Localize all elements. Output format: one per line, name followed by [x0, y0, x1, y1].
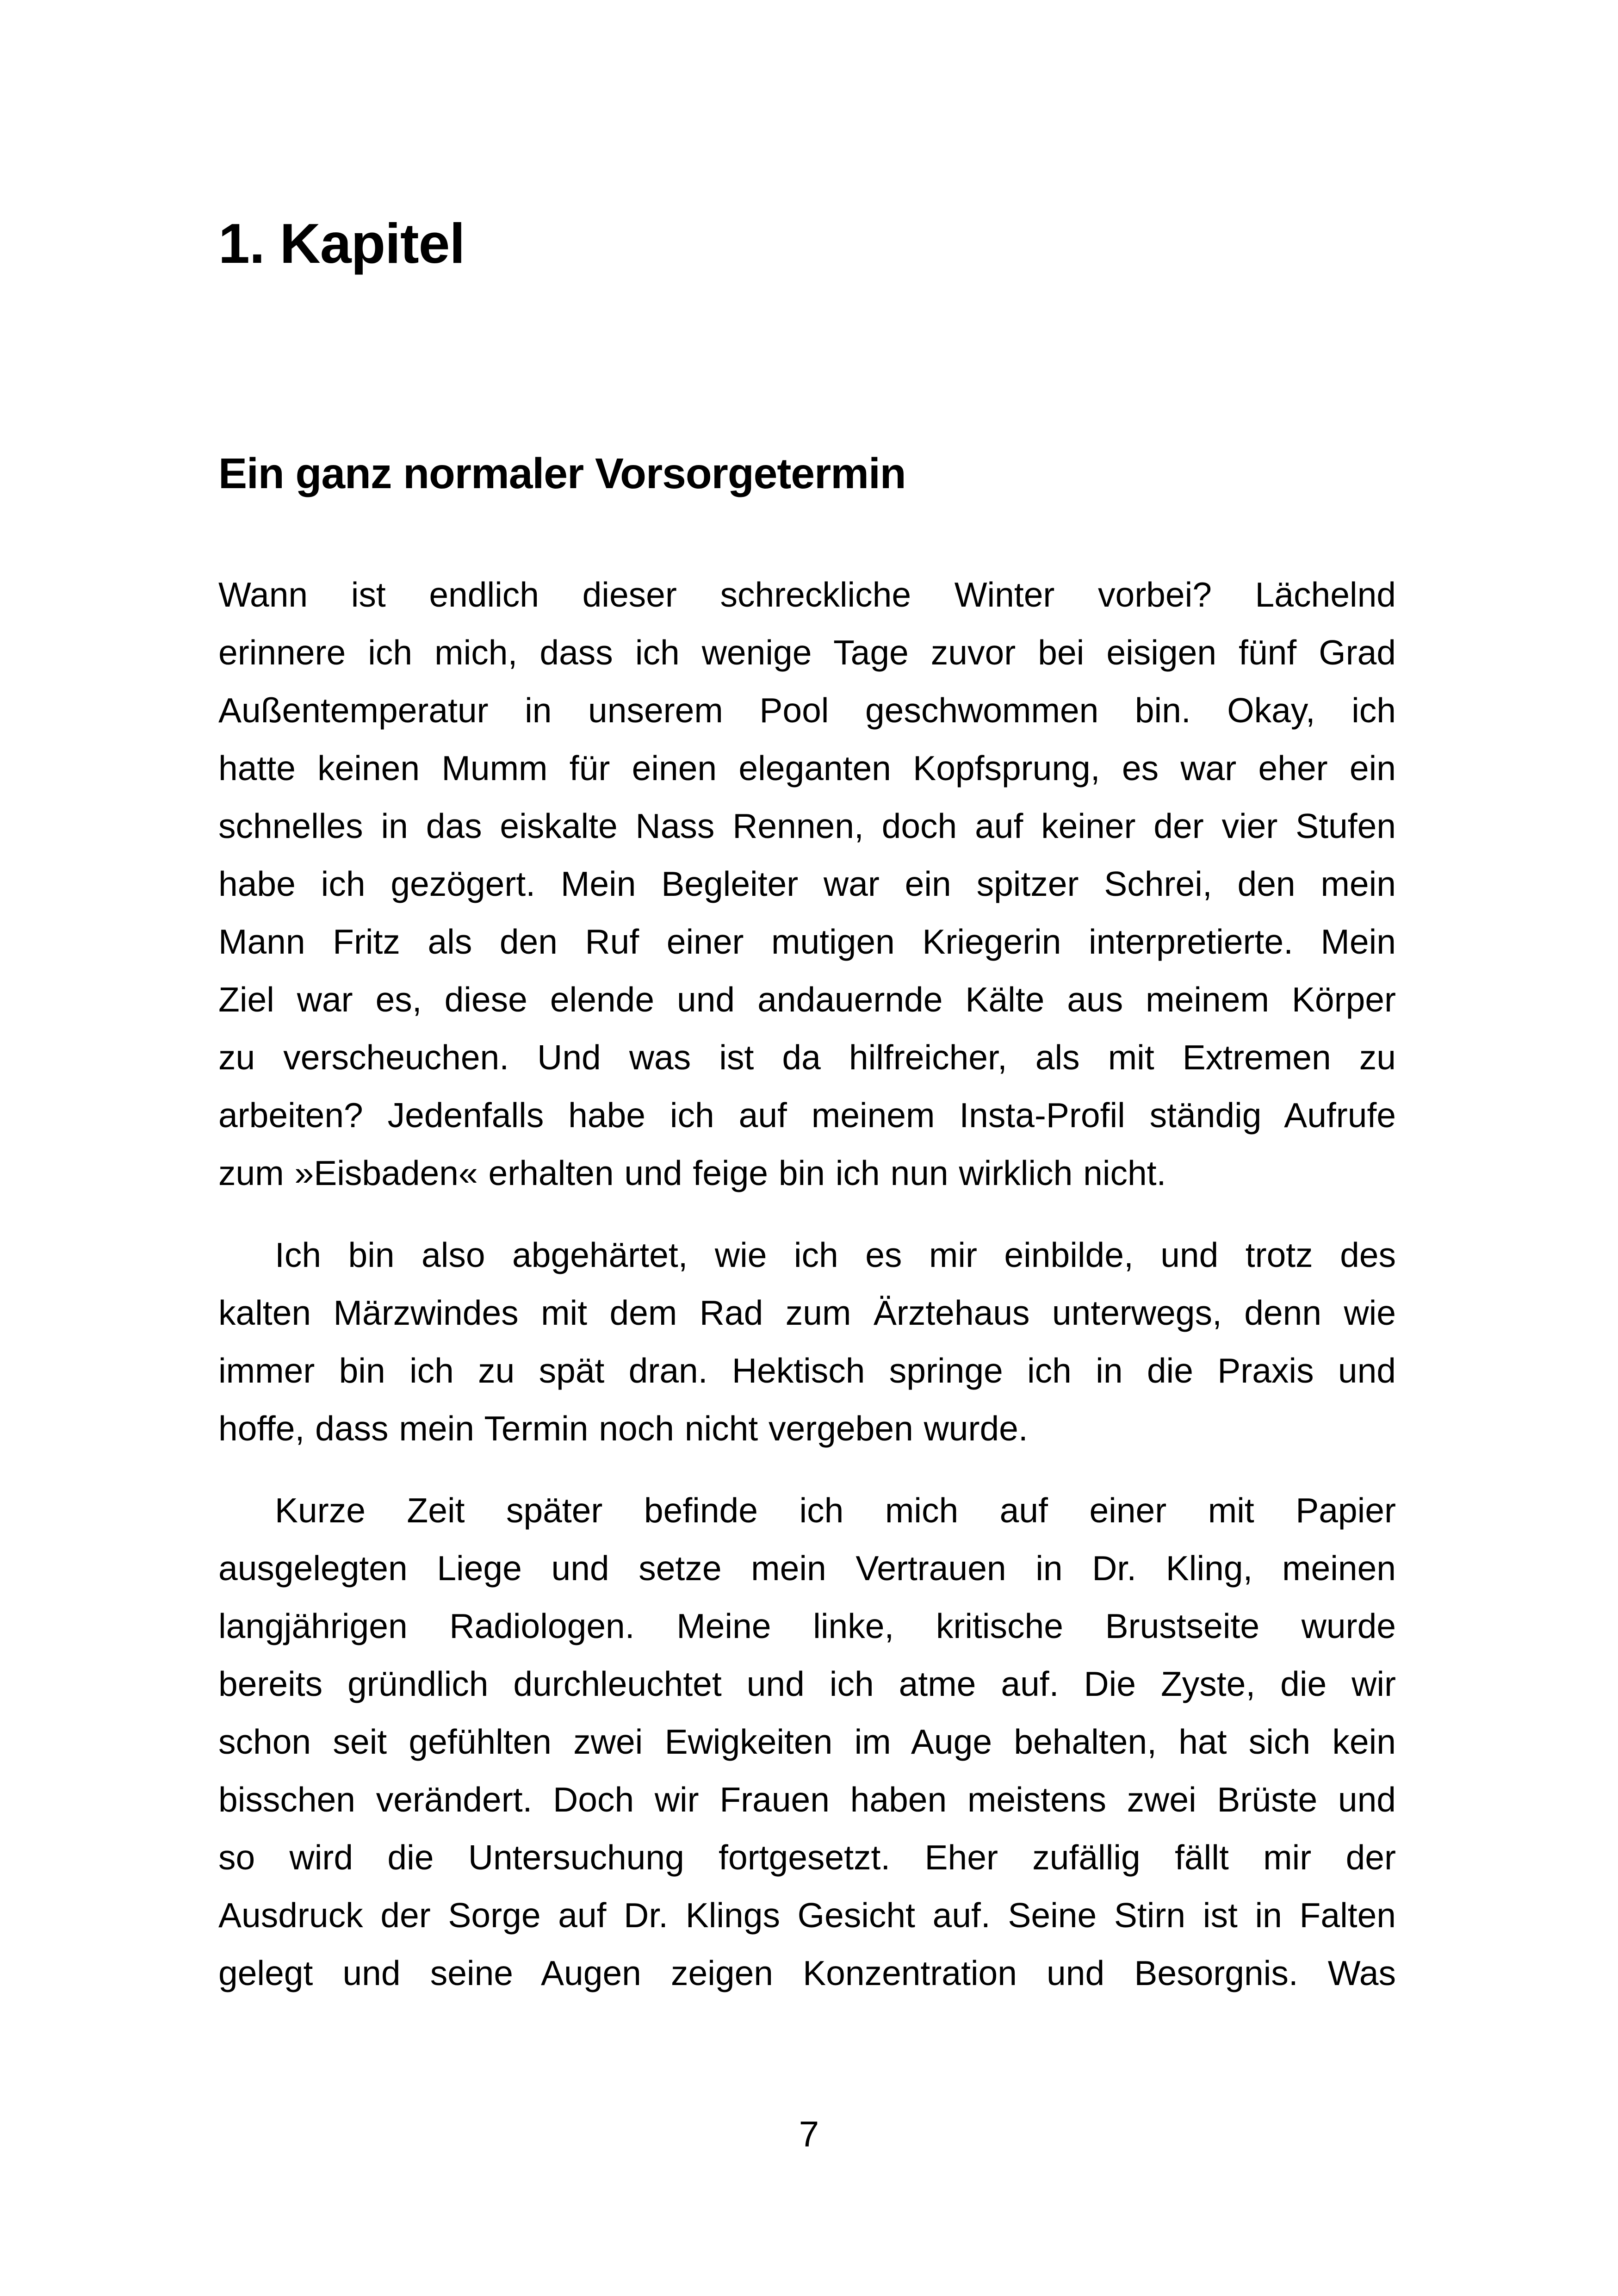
text-line: zu verscheuchen. Und was ist da hilfreicher, als mit Extremen zu	[218, 1038, 1396, 1077]
paragraph	[218, 1226, 1396, 1458]
text-line: schon seit gefühlten zwei Ewigkeiten im Auge behalten, hat sich kein	[218, 1722, 1396, 1761]
chapter-heading: 1. Kapitel	[218, 212, 465, 275]
text-line: Kurze Zeit später befinde ich mich auf einer mit Papier	[275, 1491, 1396, 1530]
text-line: Außentemperatur in unserem Pool geschwommen bin. Okay, ich	[218, 691, 1396, 730]
text-line: langjährigen Radiologen. Meine linke, kritische Brustseite wurde	[218, 1607, 1396, 1645]
text-line: Mann Fritz als den Ruf einer mutigen Kriegerin interpretierte. Mein	[218, 922, 1396, 961]
text-line: Ausdruck der Sorge auf Dr. Klings Gesicht auf. Seine Stirn ist in Falten	[218, 1896, 1396, 1935]
text-line: gelegt und seine Augen zeigen Konzentration und Besorgnis. Was	[218, 1954, 1396, 1992]
text-line: erinnere ich mich, dass ich wenige Tage zuvor bei eisigen fünf Grad	[218, 633, 1396, 672]
text-line: immer bin ich zu spät dran. Hektisch springe ich in die Praxis und	[218, 1351, 1396, 1390]
text-line: ausgelegten Liege und setze mein Vertrauen in Dr. Kling, meinen	[218, 1549, 1396, 1588]
text-line: kalten Märzwindes mit dem Rad zum Ärztehaus unterwegs, denn wie	[218, 1293, 1396, 1332]
text-line: zum »Eisbaden« erhalten und feige bin ich nun wirklich nicht.	[218, 1154, 1166, 1192]
paragraph	[218, 1482, 1396, 2002]
text-line: so wird die Untersuchung fortgesetzt. Eher zufällig fällt mir der	[218, 1838, 1396, 1877]
text-line: Ich bin also abgehärtet, wie ich es mir einbilde, und trotz des	[275, 1235, 1396, 1274]
text-line: hoffe, dass mein Termin noch nicht vergeben wurde.	[218, 1409, 1028, 1448]
text-line: bereits gründlich durchleuchtet und ich atme auf. Die Zyste, die wir	[218, 1664, 1396, 1703]
body-paragraphs	[218, 566, 1396, 2002]
text-line: hatte keinen Mumm für einen eleganten Kopfsprung, es war eher ein	[218, 749, 1396, 788]
paragraph	[218, 566, 1396, 1202]
text-line: schnelles in das eiskalte Nass Rennen, doch auf keiner der vier Stufen	[218, 807, 1396, 845]
text-line: bisschen verändert. Doch wir Frauen haben meistens zwei Brüste und	[218, 1780, 1396, 1819]
section-heading: Ein ganz normaler Vorsorgetermin	[218, 449, 906, 497]
text-line: habe ich gezögert. Mein Begleiter war ein spitzer Schrei, den mein	[218, 864, 1396, 903]
page-number: 7	[799, 2114, 819, 2154]
text-line: arbeiten? Jedenfalls habe ich auf meinem Insta-Profil ständig Aufrufe	[218, 1096, 1396, 1135]
text-line: Wann ist endlich dieser schreckliche Winter vorbei? Lächelnd	[218, 575, 1396, 614]
text-line: Ziel war es, diese elende und andauernde Kälte aus meinem Körper	[218, 980, 1396, 1019]
